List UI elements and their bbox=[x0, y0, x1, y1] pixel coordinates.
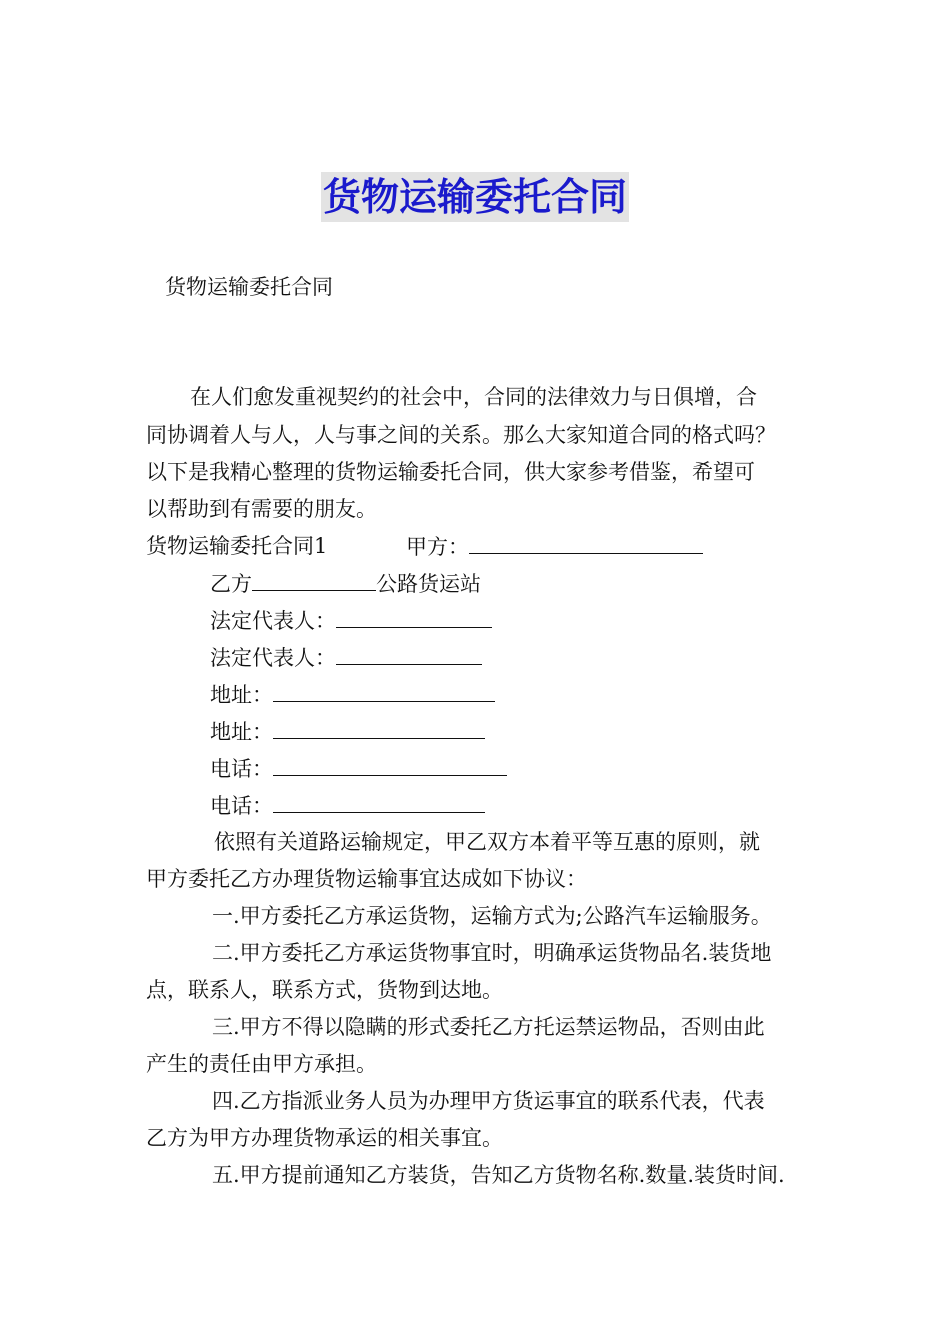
addr-blank-2 bbox=[273, 716, 485, 739]
addr-row-2 bbox=[210, 716, 485, 747]
clause-1: 一.甲方委托乙方承运货物，运输方式为;公路汽车运输服务。 bbox=[212, 904, 772, 928]
intro-line-1: 在人们愈发重视契约的社会中，合同的法律效力与日俱增，合 bbox=[190, 385, 757, 409]
phone-row-1 bbox=[210, 753, 507, 784]
rep-label-2: 法定代表人： bbox=[210, 646, 336, 670]
clause-2-line-1: 二.甲方委托乙方承运货物事宜时，明确承运货物品名.装货地 bbox=[212, 941, 772, 965]
phone-row-2 bbox=[210, 790, 485, 821]
clause-5: 五.甲方提前通知乙方装货，告知乙方货物名称.数量.装货时间. bbox=[212, 1163, 785, 1187]
clause-3-line-2: 产生的责任由甲方承担。 bbox=[146, 1052, 377, 1076]
clause-4-line-1: 四.乙方指派业务人员为办理甲方货运事宜的联系代表，代表 bbox=[212, 1089, 765, 1113]
phone-label-1: 电话： bbox=[210, 757, 273, 781]
intro-line-2: 同协调着人与人，人与事之间的关系。那么大家知道合同的格式吗？ bbox=[146, 423, 776, 447]
addr-label-2: 地址： bbox=[210, 720, 273, 744]
party-a-row bbox=[406, 531, 703, 562]
rep-blank-2 bbox=[336, 642, 482, 665]
rep-blank-1 bbox=[336, 605, 492, 628]
document-title: 货物运输委托合同 bbox=[321, 172, 629, 222]
contract-heading: 货物运输委托合同1 bbox=[146, 534, 328, 558]
document-title-block bbox=[0, 172, 950, 222]
basis-line-1: 依照有关道路运输规定，甲乙双方本着平等互惠的原则，就 bbox=[214, 830, 760, 854]
intro-line-4: 以帮助到有需要的朋友。 bbox=[146, 497, 377, 521]
party-a-blank bbox=[469, 531, 703, 554]
rep-row-2 bbox=[210, 642, 482, 673]
rep-row-1 bbox=[210, 605, 492, 636]
clause-2-line-2: 点，联系人，联系方式，货物到达地。 bbox=[146, 978, 503, 1002]
rep-label-1: 法定代表人： bbox=[210, 609, 336, 633]
party-b-row bbox=[210, 568, 481, 599]
clause-3-line-1: 三.甲方不得以隐瞒的形式委托乙方托运禁运物品，否则由此 bbox=[212, 1015, 765, 1039]
party-a-label: 甲方： bbox=[406, 535, 469, 559]
addr-label-1: 地址： bbox=[210, 683, 273, 707]
basis-line-2: 甲方委托乙方办理货物运输事宜达成如下协议： bbox=[146, 867, 587, 891]
party-b-blank bbox=[252, 568, 376, 591]
clause-4-line-2: 乙方为甲方办理货物承运的相关事宜。 bbox=[146, 1126, 503, 1150]
document-subtitle: 货物运输委托合同 bbox=[165, 275, 333, 299]
party-b-suffix: 公路货运站 bbox=[376, 572, 481, 596]
phone-blank-1 bbox=[273, 753, 507, 776]
addr-blank-1 bbox=[273, 679, 495, 702]
intro-line-3: 以下是我精心整理的货物运输委托合同，供大家参考借鉴，希望可 bbox=[146, 460, 755, 484]
phone-blank-2 bbox=[273, 790, 485, 813]
party-b-label: 乙方 bbox=[210, 572, 252, 596]
addr-row-1 bbox=[210, 679, 495, 710]
phone-label-2: 电话： bbox=[210, 794, 273, 818]
